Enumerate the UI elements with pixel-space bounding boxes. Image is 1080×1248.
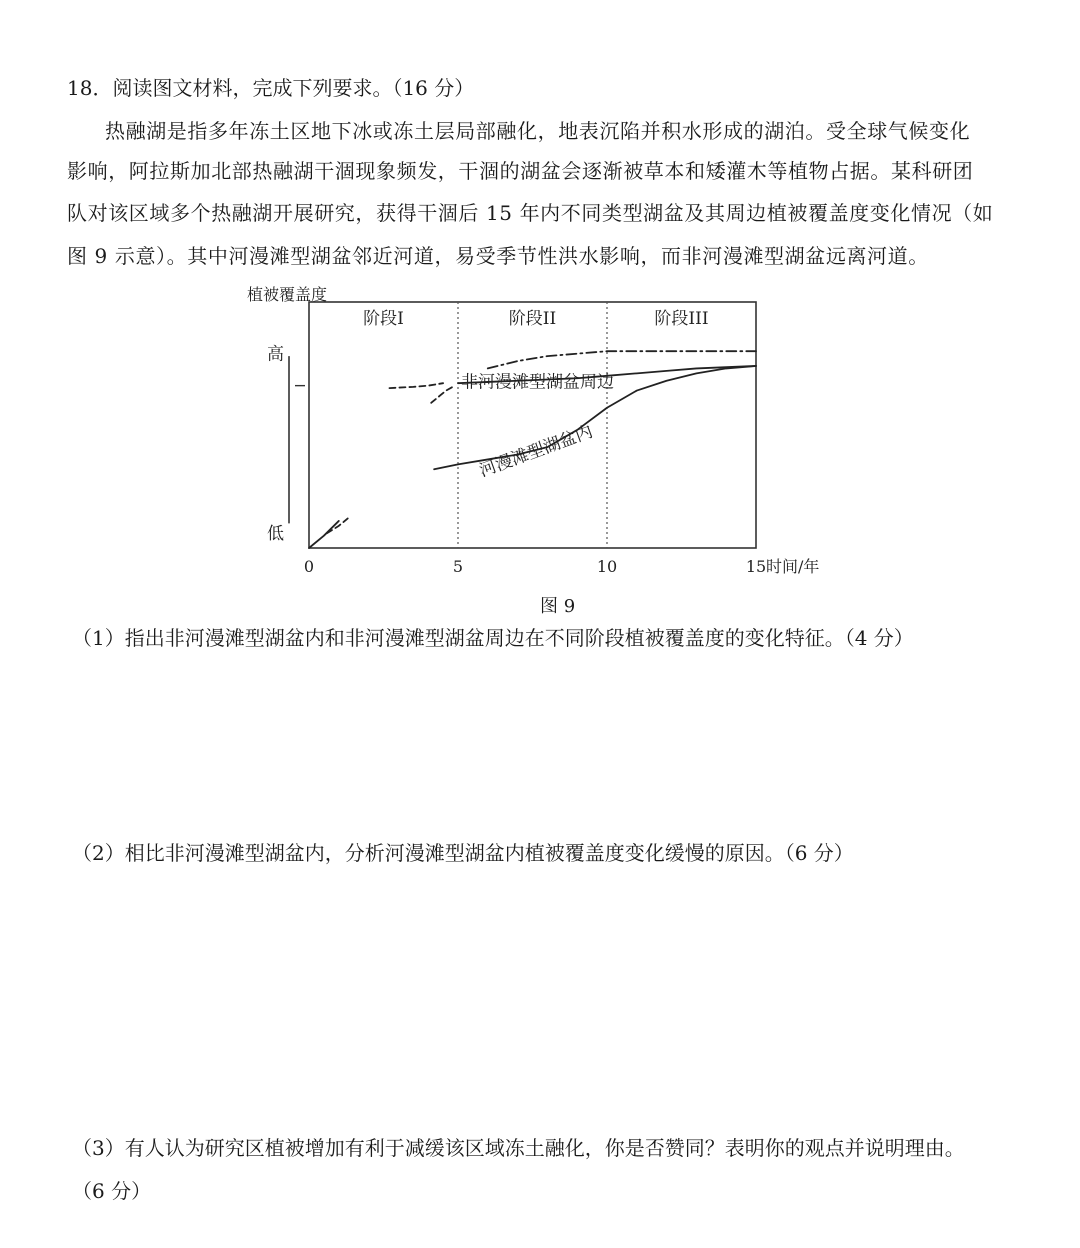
series-line-3 [431, 386, 455, 403]
sub-question-3-score: （6 分） [72, 1179, 152, 1203]
material-paragraph-line-1: 热融湖是指多年冻土区地下冰或冻土层局部融化，地表沉陷并积水形成的湖泊。受全球气候变化 [105, 119, 971, 143]
series-line-1 [488, 351, 756, 368]
stage-label-2: 阶段II [508, 309, 557, 329]
y-tick-low: 低 [267, 524, 284, 545]
material-paragraph-line-2: 影响，阿拉斯加北部热融湖干涸现象频发，干涸的湖盆会逐渐被草本和矮灌木等植物占据。某科研团 [67, 159, 974, 183]
material-paragraph-line-3: 队对该区域多个热融湖开展研究，获得干涸后 15 年内不同类型湖盆及其周边植被覆盖度变化情况（如 [67, 201, 994, 225]
sub-question-1: （1）指出非河漫滩型湖盆内和非河漫滩型湖盆周边在不同阶段植被覆盖度的变化特征。（4 分） [72, 626, 914, 650]
series-label-non-floodplain-surrounding: 非河漫滩型湖盆周边 [460, 372, 614, 393]
x-tick-5: 5 [452, 557, 464, 576]
y-axis-label: 植被覆盖度 [247, 285, 328, 304]
series-line-2 [389, 383, 443, 388]
stage-label-1: 阶段I [363, 309, 404, 329]
stage-label-3: 阶段III [654, 309, 709, 329]
y-tick-high: 高 [267, 344, 284, 365]
x-tick-10: 10 [596, 557, 618, 576]
question-title: 18．阅读图文材料，完成下列要求。（16 分） [67, 76, 475, 100]
series-label-floodplain-inner: 河漫滩型湖盆内 [476, 421, 596, 482]
series-line-6 [309, 521, 339, 548]
x-axis-label: 时间/年 [766, 557, 820, 576]
x-tick-15: 15 [745, 557, 767, 576]
sub-question-2: （2）相比非河漫滩型湖盆内，分析河漫滩型湖盆内植被覆盖度变化缓慢的原因。（6 分） [72, 841, 854, 865]
vegetation-coverage-chart [230, 280, 850, 585]
material-paragraph-line-4: 图 9 示意）。其中河漫滩型湖盆邻近河道，易受季节性洪水影响，而非河漫滩型湖盆远离河道。 [67, 244, 929, 268]
series-line-7 [327, 518, 348, 533]
plot-frame [309, 302, 756, 548]
sub-question-3: （3）有人认为研究区植被增加有利于减缓该区域冻土融化，你是否赞同？表明你的观点并说明理由。 [72, 1136, 965, 1160]
figure-caption: 图 9 [540, 596, 576, 617]
x-tick-0: 0 [303, 557, 315, 576]
